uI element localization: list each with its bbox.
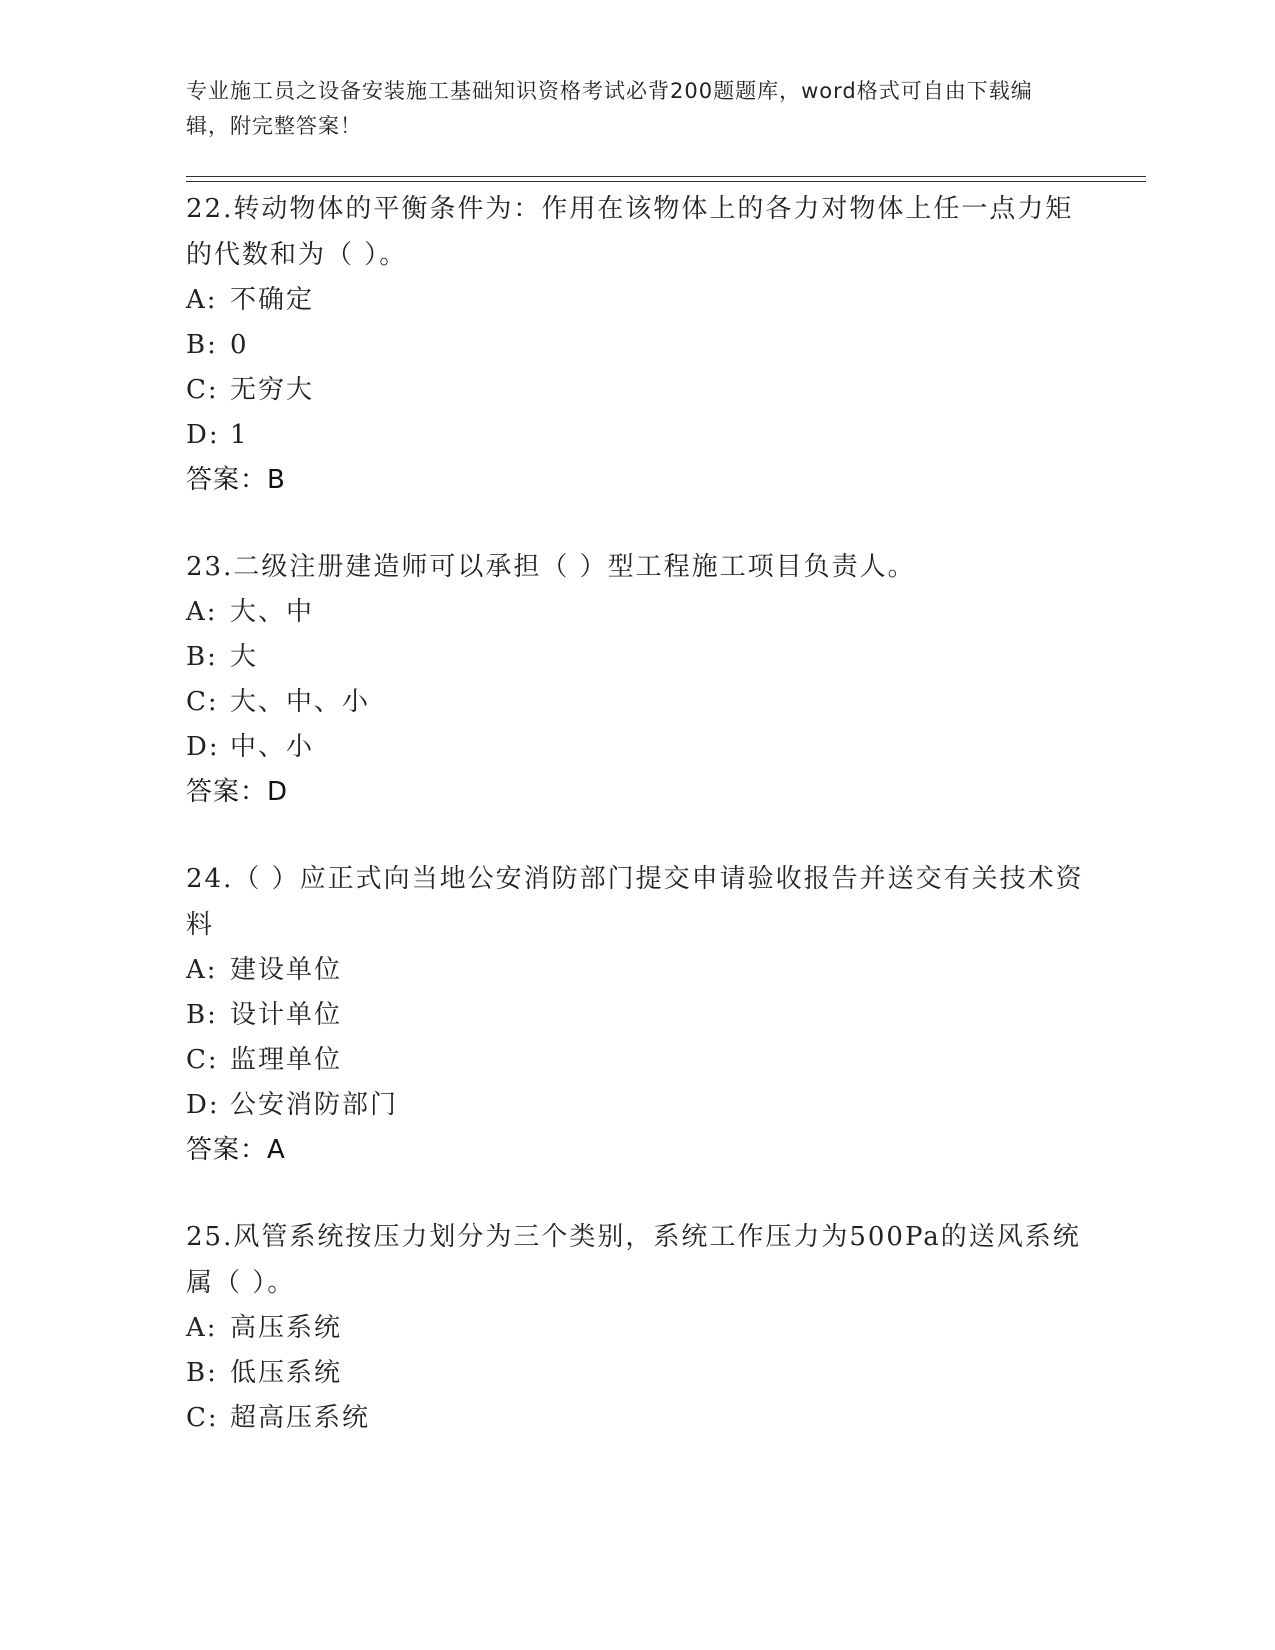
option-text: 不确定 bbox=[230, 285, 315, 315]
option-letter: B: bbox=[186, 1358, 218, 1388]
option-text: 监理单位 bbox=[230, 1045, 343, 1075]
option-b bbox=[186, 993, 1086, 1038]
header-rule-top bbox=[186, 176, 1146, 177]
header-rule-bottom bbox=[186, 181, 1146, 182]
option-letter: B: bbox=[186, 330, 218, 360]
option-text: 中、小 bbox=[230, 732, 315, 762]
question-25 bbox=[186, 1214, 1086, 1441]
question-23 bbox=[186, 544, 1086, 814]
option-letter: D: bbox=[186, 420, 220, 450]
question-spacer bbox=[186, 502, 1086, 544]
document-header: 专业施工员之设备安装施工基础知识资格考试必背200题题库，word格式可自由下载编辑，附完整答案！ bbox=[186, 79, 1033, 138]
option-b bbox=[186, 323, 1086, 368]
option-text: 设计单位 bbox=[230, 1000, 343, 1030]
option-c bbox=[186, 1396, 1086, 1441]
question-spacer bbox=[186, 1172, 1086, 1214]
option-text: 建设单位 bbox=[230, 955, 343, 985]
question-22 bbox=[186, 186, 1086, 502]
answer-line: 答案：D bbox=[186, 777, 289, 807]
option-text: 0 bbox=[230, 330, 249, 360]
option-text: 低压系统 bbox=[230, 1358, 343, 1388]
option-letter: A: bbox=[186, 597, 218, 627]
option-c bbox=[186, 680, 1086, 725]
option-letter: A: bbox=[186, 1313, 218, 1343]
option-letter: D: bbox=[186, 1090, 220, 1120]
option-letter: C: bbox=[186, 1403, 219, 1433]
option-text: 1 bbox=[230, 420, 249, 450]
option-b bbox=[186, 1351, 1086, 1396]
question-stem: 24.（ ）应正式向当地公安消防部门提交申请验收报告并送交有关技术资料 bbox=[186, 864, 1084, 940]
option-letter: A: bbox=[186, 285, 218, 315]
option-letter: C: bbox=[186, 375, 219, 405]
option-letter: C: bbox=[186, 1045, 219, 1075]
option-letter: A: bbox=[186, 955, 218, 985]
question-list bbox=[186, 186, 1086, 1441]
option-letter: C: bbox=[186, 687, 219, 717]
option-letter: B: bbox=[186, 642, 218, 672]
option-text: 大、中、小 bbox=[230, 687, 371, 717]
question-stem: 23.二级注册建造师可以承担（ ）型工程施工项目负责人。 bbox=[186, 552, 916, 582]
option-d bbox=[186, 1083, 1086, 1128]
answer-line: 答案：B bbox=[186, 465, 286, 495]
option-text: 大、中 bbox=[230, 597, 315, 627]
option-text: 无穷大 bbox=[230, 375, 315, 405]
option-b bbox=[186, 635, 1086, 680]
option-letter: D: bbox=[186, 732, 220, 762]
option-a bbox=[186, 278, 1086, 323]
answer-line: 答案：A bbox=[186, 1135, 286, 1165]
option-text: 高压系统 bbox=[230, 1313, 343, 1343]
option-text: 大 bbox=[230, 642, 259, 672]
option-text: 公安消防部门 bbox=[230, 1090, 399, 1120]
question-spacer bbox=[186, 814, 1086, 856]
option-d bbox=[186, 413, 1086, 458]
option-a bbox=[186, 948, 1086, 993]
option-c bbox=[186, 368, 1086, 413]
option-letter: B: bbox=[186, 1000, 218, 1030]
question-stem: 22.转动物体的平衡条件为：作用在该物体上的各力对物体上任一点力矩的代数和为（ ）。 bbox=[186, 194, 1074, 270]
option-a bbox=[186, 1306, 1086, 1351]
option-text: 超高压系统 bbox=[230, 1403, 371, 1433]
option-d bbox=[186, 725, 1086, 770]
option-c bbox=[186, 1038, 1086, 1083]
question-24 bbox=[186, 856, 1086, 1172]
question-stem: 25.风管系统按压力划分为三个类别，系统工作压力为500Pa的送风系统属（ ）。 bbox=[186, 1222, 1081, 1298]
option-a bbox=[186, 590, 1086, 635]
